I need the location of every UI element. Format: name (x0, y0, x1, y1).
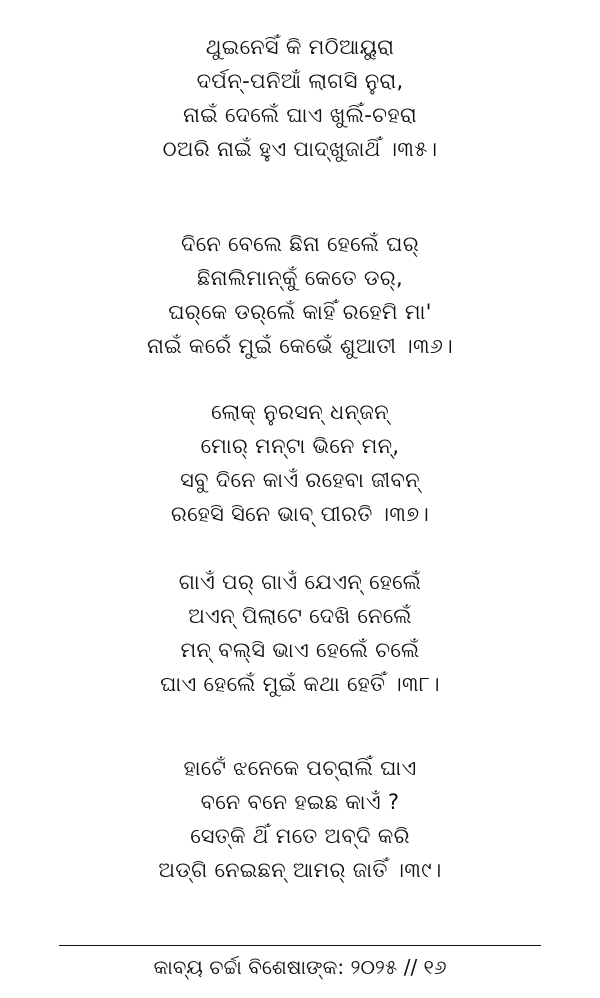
verse-line: ରହେସି ସିନେ ଭାବ୍ ପୀରତି ।୩୭। (170, 502, 430, 526)
verse-line: ଛିନାଲିମାନ୍‌କୁଁ କେତେ ଡର୍, (197, 266, 403, 290)
verse-line: ଗାଏଁ ପର୍ ଗାଏଁ ଯେଏନ୍ ହେଲେଁ (178, 570, 422, 594)
verse-line: ଲୋକ୍ ନୁରସନ୍ ଧନ୍‌ଜନ୍ (211, 400, 389, 424)
verse-line: ଘର୍‌କେ ଡର୍‌ଲେଁ କାହିଁ ରହେମି ମା' (168, 300, 432, 324)
verse-line: ନାଇଁ କରେଁ ମୁଇଁ କେଭେଁ ଶୁଆତୀ ।୩୬। (146, 334, 454, 358)
verse-line: ବନେ ବନେ ହଇଛ କାଏଁ ? (200, 790, 400, 814)
verse-line: ହାଟେଁ ଝନେକେ ପଚ୍ରାଲିଁ ଘାଏ (183, 756, 417, 780)
stanza-36 (0, 227, 600, 363)
verse-line: ମୋର୍ ମନ୍‌ଟା ଭିନେ ମନ୍, (200, 434, 400, 458)
verse-line: ଅଏନ୍ ପିଲାଟେ ଦେଖି ନେଲେଁ (188, 604, 412, 628)
verse-line: ଅଡ୍‌ଗି ନେଇଛନ୍ ଆମର୍ ଜାତିଁ ।୩୯। (158, 858, 442, 882)
footer-page-label: କାବ୍ୟ ଚର୍ଚ୍ଚା ବିଶେଷାଙ୍କ: ୨୦୨୫ // ୧୬ (153, 955, 447, 979)
stanza-37 (0, 395, 600, 531)
verse-line: ମନ୍ ବଲ୍‌ସି ଭାଏ ହେଲେଁ ଚଲେଁ (180, 638, 420, 662)
stanza-35 (0, 30, 600, 166)
verse-line: ଘାଏ ହେଲେଁ ମୁଇଁ କଥା ହେତିଁ ।୩୮। (160, 672, 440, 696)
stanza-38 (0, 565, 600, 701)
verse-line: ସେତ୍‌କି ଥିଁ ମତେ ଅବ୍‌ଦି କରି (190, 824, 410, 848)
stanza-39 (0, 751, 600, 887)
verse-line: ଦିନେ ବେଲେ ଛିନା ହେଲେଁ ଘର୍ (181, 232, 419, 256)
verse-line: ଠଅରି ନାଇଁ ହୁଏ ପାଦ୍‌ଖୁଜାଥିଁ ।୩୫। (162, 137, 438, 161)
verse-line: ନାଇଁ ଦେଲେଁ ଘାଏ ଖୁଲିଁ-ଚହରା (183, 103, 417, 127)
footer-divider (59, 945, 541, 946)
verse-line: ସବୁ ଦିନେ କାଏଁ ରହେବା ଜୀବନ୍ (180, 468, 420, 492)
verse-line: ଥୁଇନେସିଁ କି ମଠିଆୟୁରା (205, 35, 395, 59)
verse-line: ଦର୍ପନ୍-ପନିଆଁ ଲାଗସି ନୁରା, (196, 69, 404, 93)
